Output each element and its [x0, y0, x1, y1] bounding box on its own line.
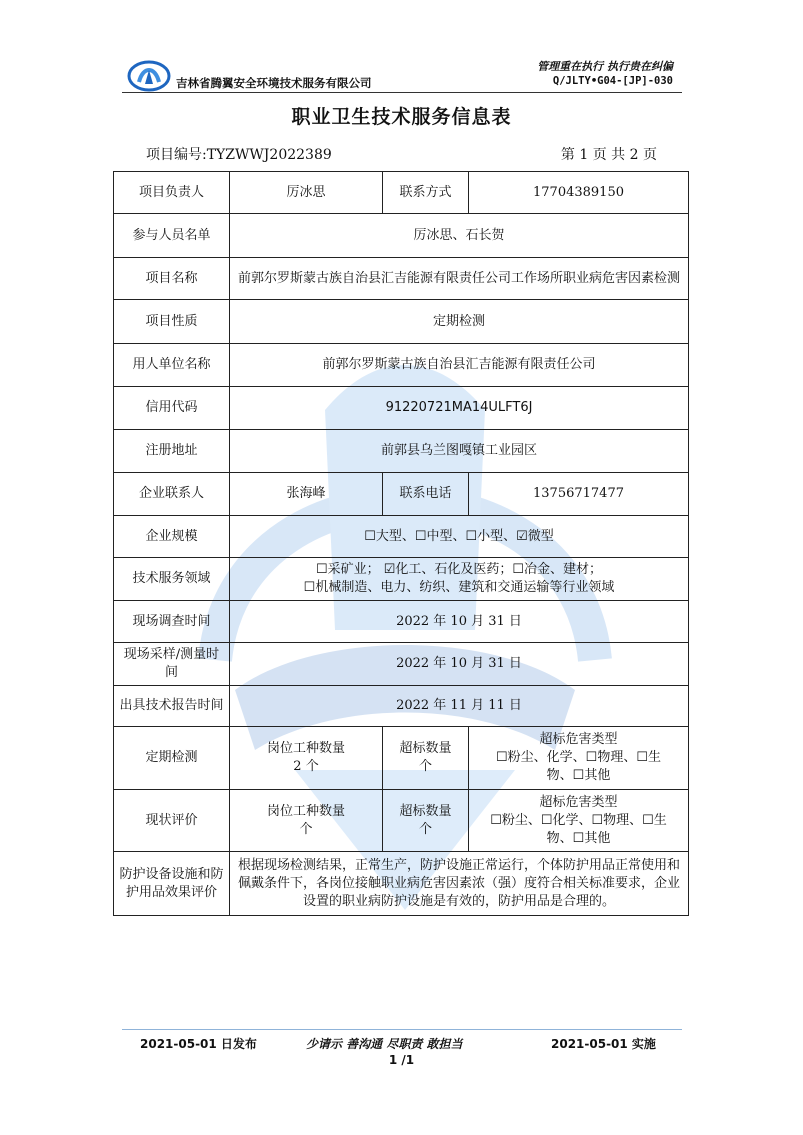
cell-label: 联系电话 [383, 473, 469, 516]
table-row [114, 643, 689, 686]
cell-label: 技术服务领域 [114, 558, 230, 601]
footer-page-number: 1 /1 [388, 1053, 415, 1067]
cell-value: ☐大型、☐中型、☐小型、☑微型 [230, 516, 689, 558]
cell-label: 项目负责人 [114, 172, 230, 214]
posts-label: 岗位工种数量 [266, 741, 345, 756]
cell-value [469, 727, 689, 790]
project-number: 项目编号:TYZWWJ2022389 [146, 147, 332, 163]
table-row [114, 430, 689, 473]
table-row [114, 172, 689, 214]
hazard-line-1: ☐粉尘、☐化学、☐物理、☐生 [490, 812, 667, 828]
cell-value: 前郭尔罗斯蒙古族自治县汇吉能源有限责任公司工作场所职业病危害因素检测 [230, 258, 689, 300]
effective-date: 2021-05-01 实施 [551, 1037, 656, 1051]
cell-value [230, 727, 383, 790]
cell-label: 参与人员名单 [114, 214, 230, 258]
table-row [114, 727, 689, 790]
header-rule [122, 92, 682, 93]
page-indicator: 第 1 页 共 2 页 [560, 147, 657, 163]
service-field-line-1: ☐采矿业； ☑化工、石化及医药；☐冶金、建材； [315, 562, 603, 577]
cell-label: 信用代码 [114, 387, 230, 430]
cell-value: 张海峰 [230, 473, 383, 516]
posts-value: 个 [299, 821, 313, 837]
cell-value: 2022 年 11 月 11 日 [230, 686, 689, 727]
company-name: 吉林省腾翼安全环境技术服务有限公司 [176, 76, 372, 90]
table-row [114, 344, 689, 387]
footer-rule [122, 1029, 682, 1030]
cell-label: 出具技术报告时间 [114, 686, 230, 727]
cell-label: 企业规模 [114, 516, 230, 558]
table-row [114, 790, 689, 852]
cell-value: 根据现场检测结果，正常生产，防护设施正常运行，个体防护用品正常使用和佩戴条件下，各岗位接触职业病危害因素浓（强）度符合相关标准要求，企业设置的职业病防护设施是有效的，防护用品是合理的。 [230, 852, 689, 916]
document-code: Q/JLTY•G04-[JP]-030 [552, 75, 673, 87]
hazard-line-2: 物、☐其他 [546, 768, 611, 783]
hazard-line-2: 物、☐其他 [546, 830, 611, 846]
cell-label: 企业联系人 [114, 473, 230, 516]
table-row [114, 601, 689, 643]
over-value: 个 [418, 821, 432, 837]
hazard-label: 超标危害类型 [539, 732, 618, 747]
header-slogan: 管理重在执行 执行贵在纠偏 [537, 60, 673, 73]
service-field-line-2: ☐机械制造、电力、纺织、建筑和交通运输等行业领域 [303, 580, 615, 595]
hazard-line-1: ☐粉尘、化学、☐物理、☐生 [496, 750, 661, 765]
cell-value: 前郭县乌兰图嘎镇工业园区 [230, 430, 689, 473]
issue-date: 2021-05-01 日发布 [140, 1037, 257, 1051]
cell-value [230, 558, 689, 601]
over-label: 超标数量 [399, 803, 452, 819]
cell-label: 现状评价 [114, 790, 230, 852]
company-logo [127, 58, 171, 94]
cell-label: 联系方式 [383, 172, 469, 214]
cell-label: 定期检测 [114, 727, 230, 790]
posts-value: 2 个 [293, 759, 319, 774]
cell-value [469, 790, 689, 852]
table-row [114, 258, 689, 300]
info-table [113, 171, 689, 916]
table-row [114, 686, 689, 727]
cell-value: 前郭尔罗斯蒙古族自治县汇吉能源有限责任公司 [230, 344, 689, 387]
hazard-label: 超标危害类型 [539, 794, 618, 810]
cell-value: 定期检测 [230, 300, 689, 344]
cell-value: 13756717477 [469, 473, 689, 516]
cell-value: 2022 年 10 月 31 日 [230, 643, 689, 686]
cell-value: 厉冰思 [230, 172, 383, 214]
cell-label: 现场调查时间 [114, 601, 230, 643]
cell-label: 注册地址 [114, 430, 230, 473]
cell-label: 项目名称 [114, 258, 230, 300]
page-title: 职业卫生技术服务信息表 [291, 106, 512, 128]
cell-value: 91220721MA14ULFT6J [230, 387, 689, 430]
cell-label: 用人单位名称 [114, 344, 230, 387]
table-row [114, 516, 689, 558]
cell-label: 防护设备设施和防护用品效果评价 [114, 852, 230, 916]
cell-value: 厉冰思、石长贺 [230, 214, 689, 258]
cell-value [383, 790, 469, 852]
cell-label: 项目性质 [114, 300, 230, 344]
table-row [114, 300, 689, 344]
over-value: 个 [418, 759, 432, 774]
table-row [114, 214, 689, 258]
table-row [114, 852, 689, 916]
over-label: 超标数量 [399, 741, 452, 756]
table-row [114, 558, 689, 601]
cell-label: 现场采样/测量时间 [114, 643, 230, 686]
cell-value: 17704389150 [469, 172, 689, 214]
table-row [114, 387, 689, 430]
cell-value: 2022 年 10 月 31 日 [230, 601, 689, 643]
table-row [114, 473, 689, 516]
cell-value [383, 727, 469, 790]
posts-label: 岗位工种数量 [266, 803, 345, 819]
cell-value [230, 790, 383, 852]
footer-motto: 少请示 善沟通 尽职责 敢担当 [306, 1037, 463, 1051]
